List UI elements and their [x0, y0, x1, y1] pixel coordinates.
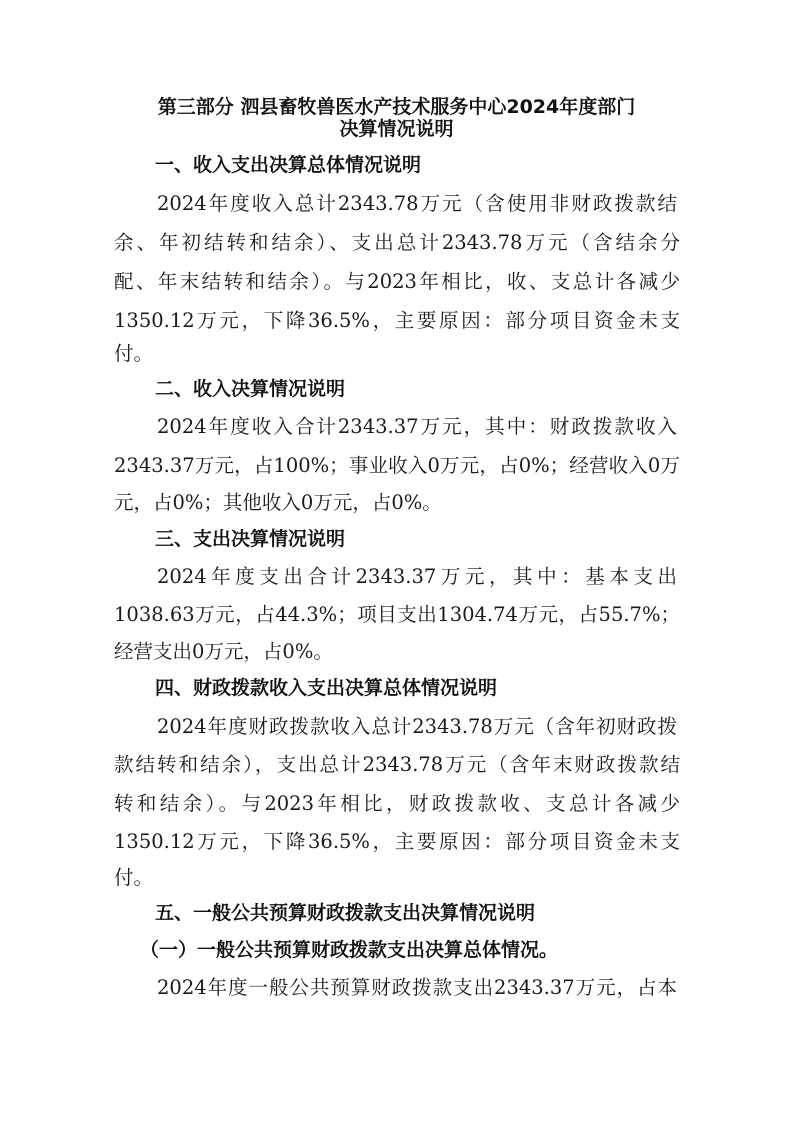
section-5-paragraph-line: 2024年度一般公共预算财政拨款支出2343.37万元，占本 [157, 976, 677, 999]
section-1-paragraph-line: 配、年末结转和结余）。与2023年相比，收、支总计各减少 [114, 270, 680, 293]
section-2-paragraph-line: 2343.37万元，占100%；事业收入0万元，占0%；经营收入0万 [114, 454, 680, 477]
section-2-paragraph-line: 2024年度收入合计2343.37万元，其中：财政拨款收入 [157, 415, 677, 438]
section-3-heading: 三、支出决算情况说明 [155, 528, 346, 550]
page-title-line-2: 决算情况说明 [339, 118, 454, 140]
section-3-paragraph-line: 1038.63万元，占44.3%；项目支出1304.74万元，占55.7%； [114, 603, 680, 626]
section-3-paragraph-line: 经营支出0万元，占0%。 [114, 640, 333, 663]
section-1-paragraph-line: 1350.12万元，下降36.5%，主要原因：部分项目资金未支 [114, 309, 680, 332]
section-4-paragraph-line: 付。 [114, 866, 154, 889]
page-title-line-1: 第三部分 泗县畜牧兽医水产技术服务中心2024年度部门 [157, 96, 636, 118]
section-4-paragraph-line: 转和结余）。与2023年相比，财政拨款收、支总计各减少 [114, 792, 680, 815]
section-2-paragraph-line: 元，占0%；其他收入0万元，占0%。 [114, 491, 442, 514]
section-4-paragraph-line: 款结转和结余），支出总计2343.78万元（含年末财政拨款结 [114, 753, 680, 776]
section-5-heading: 五、一般公共预算财政拨款支出决算情况说明 [155, 902, 536, 924]
section-1-paragraph-line: 2024年度收入总计2343.78万元（含使用非财政拨款结 [157, 192, 677, 215]
section-4-paragraph-line: 2024年度财政拨款收入总计2343.78万元（含年初财政拨 [157, 715, 677, 738]
section-2-heading: 二、收入决算情况说明 [155, 378, 346, 400]
section-5-subheading: （一）一般公共预算财政拨款支出决算总体情况。 [140, 939, 559, 961]
section-1-paragraph-line: 余、年初结转和结余）、支出总计2343.78万元（含结余分 [114, 231, 680, 254]
section-1-heading: 一、收入支出决算总体情况说明 [155, 154, 422, 176]
section-1-paragraph-line: 付。 [114, 342, 154, 365]
section-3-paragraph-line: 2024年度支出合计2343.37万元，其中：基本支出 [157, 565, 677, 588]
section-4-paragraph-line: 1350.12万元，下降36.5%，主要原因：部分项目资金未支 [114, 830, 680, 853]
section-4-heading: 四、财政拨款收入支出决算总体情况说明 [155, 677, 498, 699]
